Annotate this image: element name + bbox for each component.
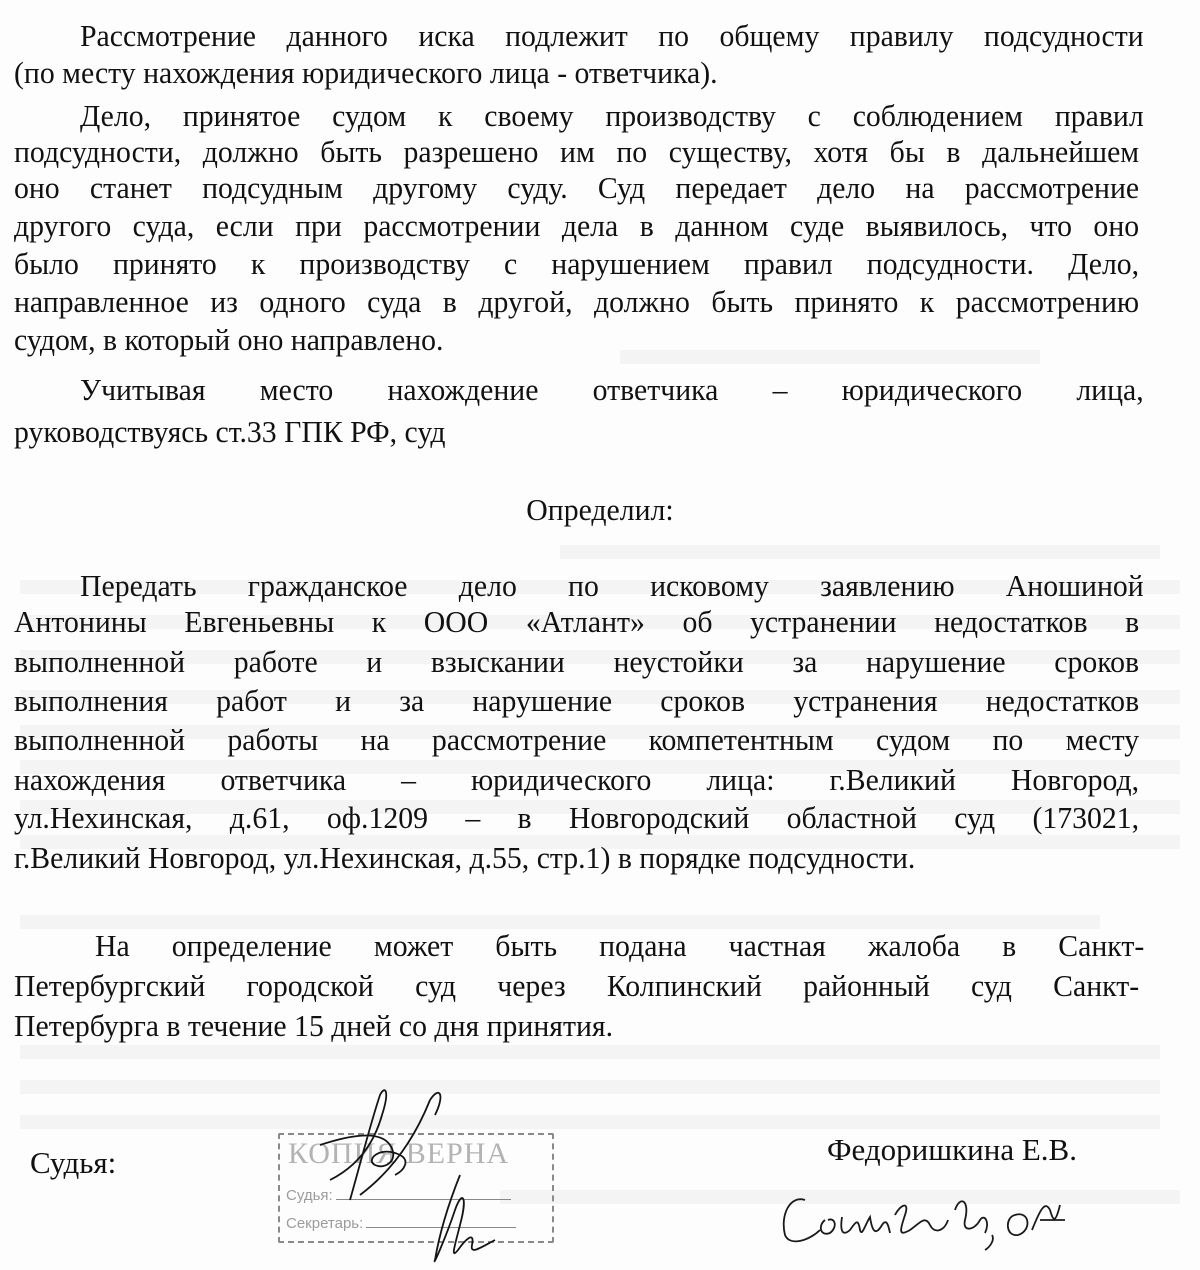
text-line: Дело, принятое судом к своему производству с соблюдением правил (80, 98, 1144, 133)
text-line: Петербургский городской суд через Колпинский районный суд Санкт- (14, 968, 1140, 1003)
stamp-judge-label: Судья: (286, 1187, 333, 1204)
text-line: Петербурга в течение 15 дней со дня принятия. (14, 1008, 614, 1043)
text-line: На определение может быть подана частная жалоба в Санкт- (95, 928, 1145, 963)
judge-name: Федоришкина Е.В. (827, 1132, 1077, 1167)
text-line: другого суда, если при рассмотрении дела в данном суде выявилось, что оно (14, 208, 1140, 243)
secretary-signature (420, 1170, 510, 1270)
handwritten-note-signature (770, 1175, 1150, 1255)
text-line: Учитывая место нахождение ответчика – юридического лица, (80, 372, 1144, 407)
stamp-title: КОПИЯ ВЕРНА (288, 1137, 510, 1170)
text-line: Передать гражданское дело по исковому заявлению Аношиной (80, 568, 1144, 603)
text-line: г.Великий Новгород, ул.Нехинская, д.55, стр.1) в порядке подсудности. (14, 840, 916, 875)
text-line: оно станет подсудным другому суду. Суд передает дело на рассмотрение (14, 170, 1140, 205)
text-line: выполненной работе и взыскании неустойки за нарушение сроков (14, 644, 1140, 679)
text-line: Рассмотрение данного иска подлежит по общему правилу подсудности (80, 18, 1144, 53)
text-line: выполнения работ и за нарушение сроков устранения недостатков (14, 683, 1140, 718)
text-line: подсудности, должно быть разрешено им по существу, хотя бы в дальнейшем (14, 134, 1140, 169)
text-line: выполненной работы на рассмотрение компетентным судом по месту (14, 722, 1140, 757)
text-line: руководствуясь ст.33 ГПК РФ, суд (14, 414, 446, 449)
text-line: нахождения ответчика – юридического лица: г.Великий Новгород, (14, 762, 1140, 797)
stamp-secretary-label: Секретарь: (286, 1215, 364, 1232)
handwritten-note (770, 1175, 1150, 1255)
ruling-heading: Определил: (526, 492, 674, 527)
text-line: ул.Нехинская, д.61, оф.1209 – в Новгородский областной суд (173021, (14, 800, 1140, 835)
text-line: направленное из одного суда в другой, должно быть принято к рассмотрению (14, 284, 1140, 319)
text-line: (по месту нахождения юридического лица - ответчика). (14, 55, 718, 90)
text-line: было принято к производству с нарушением правил подсудности. Дело, (14, 246, 1140, 281)
judge-label: Судья: (30, 1145, 117, 1180)
text-line: Антонины Евгеньевны к ООО «Атлант» об устранении недостатков в (14, 604, 1140, 639)
text-line: судом, в который оно направлено. (14, 322, 444, 357)
